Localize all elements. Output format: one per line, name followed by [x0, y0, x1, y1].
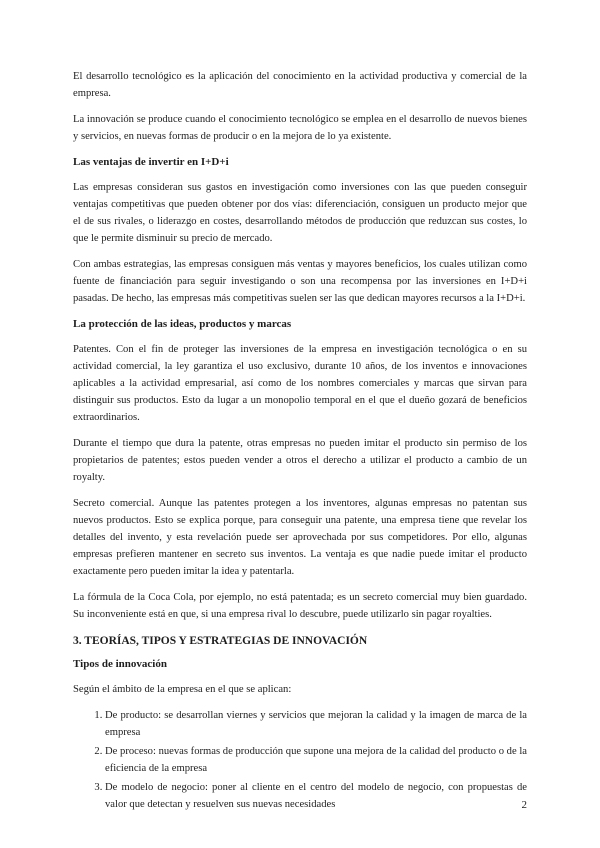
subheading-proteccion: La protección de las ideas, productos y marcas	[73, 318, 292, 330]
list-item: 1. De producto: se desarrollan viernes y servicios que mejoran la calidad y la imagen de marca de la empresa	[105, 707, 527, 741]
innovation-types-list	[73, 707, 527, 813]
paragraph: Según el ámbito de la empresa en el que se aplican:	[73, 684, 292, 695]
paragraph: El desarrollo tecnológico es la aplicación del conocimiento en la actividad productiva y comercial de la empresa.	[73, 71, 527, 99]
paragraph: Patentes. Con el fin de proteger las inversiones de la empresa en investigación tecnológica o en su actividad comercial, la ley garantiza el uso exclusivo, durante 10 años, de los inventos e innovaciones aplicables a la actividad empresarial, así como de los nombres comerciales y marcas que sirvan para distinguir sus productos. Esto da lugar a un monopolio temporal en el que el dueño gozará de beneficios extraordinarios.	[73, 344, 527, 423]
list-item: 2. De proceso: nuevas formas de producción que supone una mejora de la calidad del producto o de la eficiencia de la empresa	[105, 743, 527, 777]
paragraph: Con ambas estrategias, las empresas consiguen más ventas y mayores beneficios, los cuales utilizan como fuente de financiación para seguir investigando o son una recompensa por las inversiones en I+D+i pasadas. De hecho, las empresas más competitivas suelen ser las que dedican mayores recursos a la I+D+i.	[73, 259, 527, 304]
subheading-tipos: Tipos de innovación	[73, 658, 167, 670]
page-number: 2	[521, 799, 527, 811]
paragraph: Durante el tiempo que dura la patente, otras empresas no pueden imitar el producto sin permiso de los propietarios de patentes; estos pueden vender a otros el derecho a utilizar el producto a cambio de un royalty.	[73, 438, 527, 483]
paragraph: La innovación se produce cuando el conocimiento tecnológico se emplea en el desarrollo de nuevos bienes y servicios, en nuevas formas de producir o en la mejora de lo ya existente.	[73, 114, 527, 142]
subheading-ventajas: Las ventajas de invertir en I+D+i	[73, 156, 229, 168]
paragraph: Secreto comercial. Aunque las patentes protegen a los inventores, algunas empresas no patentan sus nuevos productos. Esto se explica porque, para conseguir una patente, una empresa tiene que revelar los detalles del invento, y esta revelación puede ser aprovechada por sus competidores. Por ello, algunas empresas prefieren mantener en secreto sus inventos. La ventaja es que nadie puede imitar el producto exactamente pero pueden imitar la idea y patentarla.	[73, 498, 527, 577]
paragraph: Las empresas consideran sus gastos en investigación como inversiones con las que pueden conseguir ventajas competitivas que pueden obtener por dos vías: diferenciación, consiguen un producto mejor que el de sus rivales, o liderazgo en costes, desarrollando métodos de producción que reduzcan sus costes, lo que le permite disminuir su precio de mercado.	[73, 182, 527, 244]
paragraph: La fórmula de la Coca Cola, por ejemplo, no está patentada; es un secreto comercial muy bien guardado. Su inconveniente está en que, si una empresa rival lo descubre, puede utilizarlo sin pagar royalties.	[73, 592, 527, 620]
section-heading: 3. TEORÍAS, TIPOS Y ESTRATEGIAS DE INNOVACIÓN	[73, 635, 368, 647]
list-item: 3. De modelo de negocio: poner al cliente en el centro del modelo de negocio, con propuestas de valor que detectan y resuelven sus nuevas necesidades	[105, 779, 527, 813]
document-page	[73, 68, 527, 815]
